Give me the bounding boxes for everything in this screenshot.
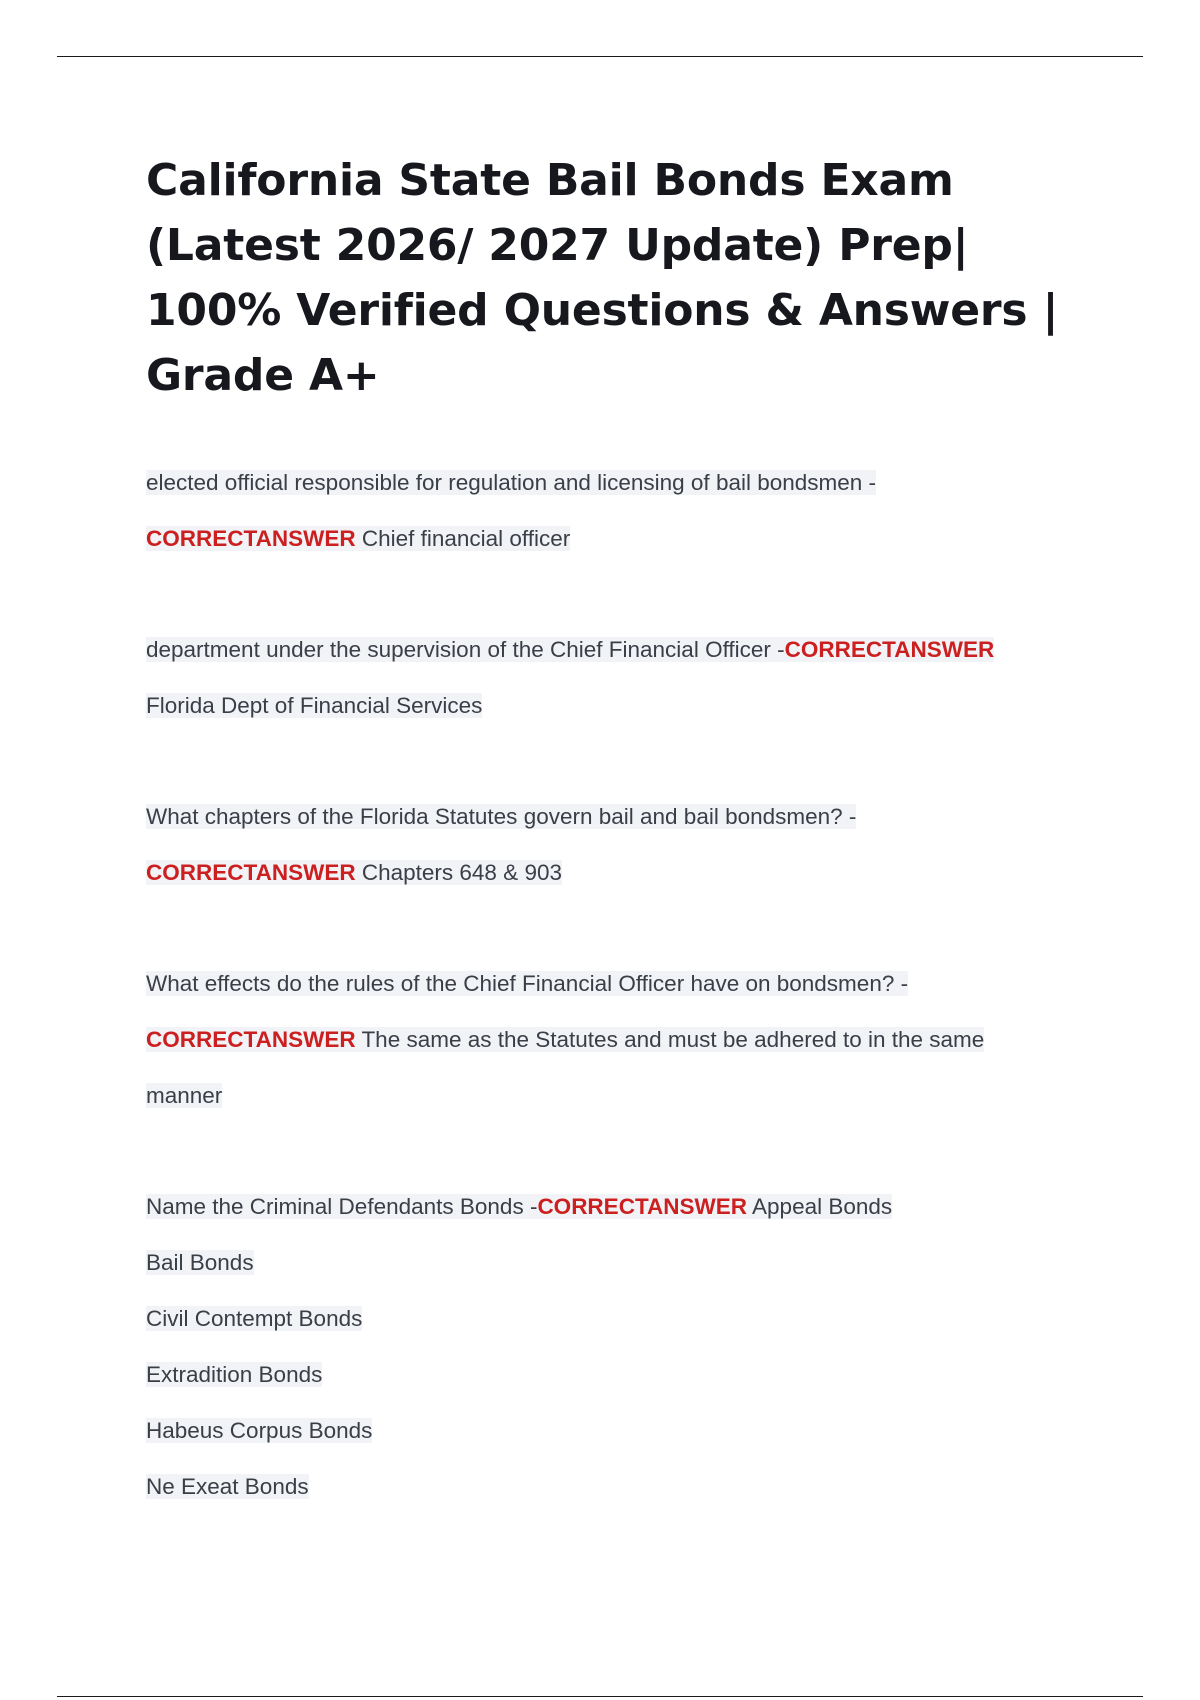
answer-list-item: Bail Bonds — [146, 1250, 254, 1275]
question-text: What effects do the rules of the Chief Financial Officer have on bondsmen? - — [146, 971, 909, 996]
correct-answer-label: CORRECTANSWER — [146, 860, 356, 885]
answer-text: Florida Dept of Financial Services — [146, 693, 483, 718]
qa-item — [146, 789, 1066, 901]
qa-item — [146, 1179, 1066, 1515]
answer-text: The same as the Statutes and must be adhered to in the same — [361, 1027, 985, 1052]
answer-text-continued: manner — [146, 1083, 223, 1108]
answer-list-item: Extradition Bonds — [146, 1362, 323, 1387]
correct-answer-label: CORRECTANSWER — [784, 637, 995, 662]
question-text: elected official responsible for regulation and licensing of bail bondsmen - — [146, 470, 877, 495]
qa-list — [146, 455, 1066, 1515]
answer-list-item: Habeus Corpus Bonds — [146, 1418, 373, 1443]
footer-rule — [57, 1696, 1143, 1697]
answer-list-item: Appeal Bonds — [752, 1194, 893, 1219]
correct-answer-label: CORRECTANSWER — [146, 526, 356, 551]
document-title: California State Bail Bonds Exam (Latest 2026/ 2027 Update) Prep| 100% Verified Questions & Answers | Grade A+ — [146, 155, 1059, 401]
answer-text: Chapters 648 & 903 — [361, 860, 562, 885]
question-text: department under the supervision of the Chief Financial Officer - — [146, 637, 785, 662]
qa-item — [146, 455, 1066, 567]
correct-answer-label: CORRECTANSWER — [537, 1194, 748, 1219]
question-text: Name the Criminal Defendants Bonds - — [146, 1194, 538, 1219]
question-text: What chapters of the Florida Statutes govern bail and bail bondsmen? - — [146, 804, 857, 829]
answer-list-item: Civil Contempt Bonds — [146, 1306, 363, 1331]
document-body — [146, 148, 1066, 1570]
qa-item — [146, 622, 1066, 734]
correct-answer-label: CORRECTANSWER — [146, 1027, 356, 1052]
qa-item — [146, 956, 1066, 1124]
header-rule — [57, 56, 1143, 57]
answer-list-item: Ne Exeat Bonds — [146, 1474, 309, 1499]
answer-text: Chief financial officer — [361, 526, 571, 551]
